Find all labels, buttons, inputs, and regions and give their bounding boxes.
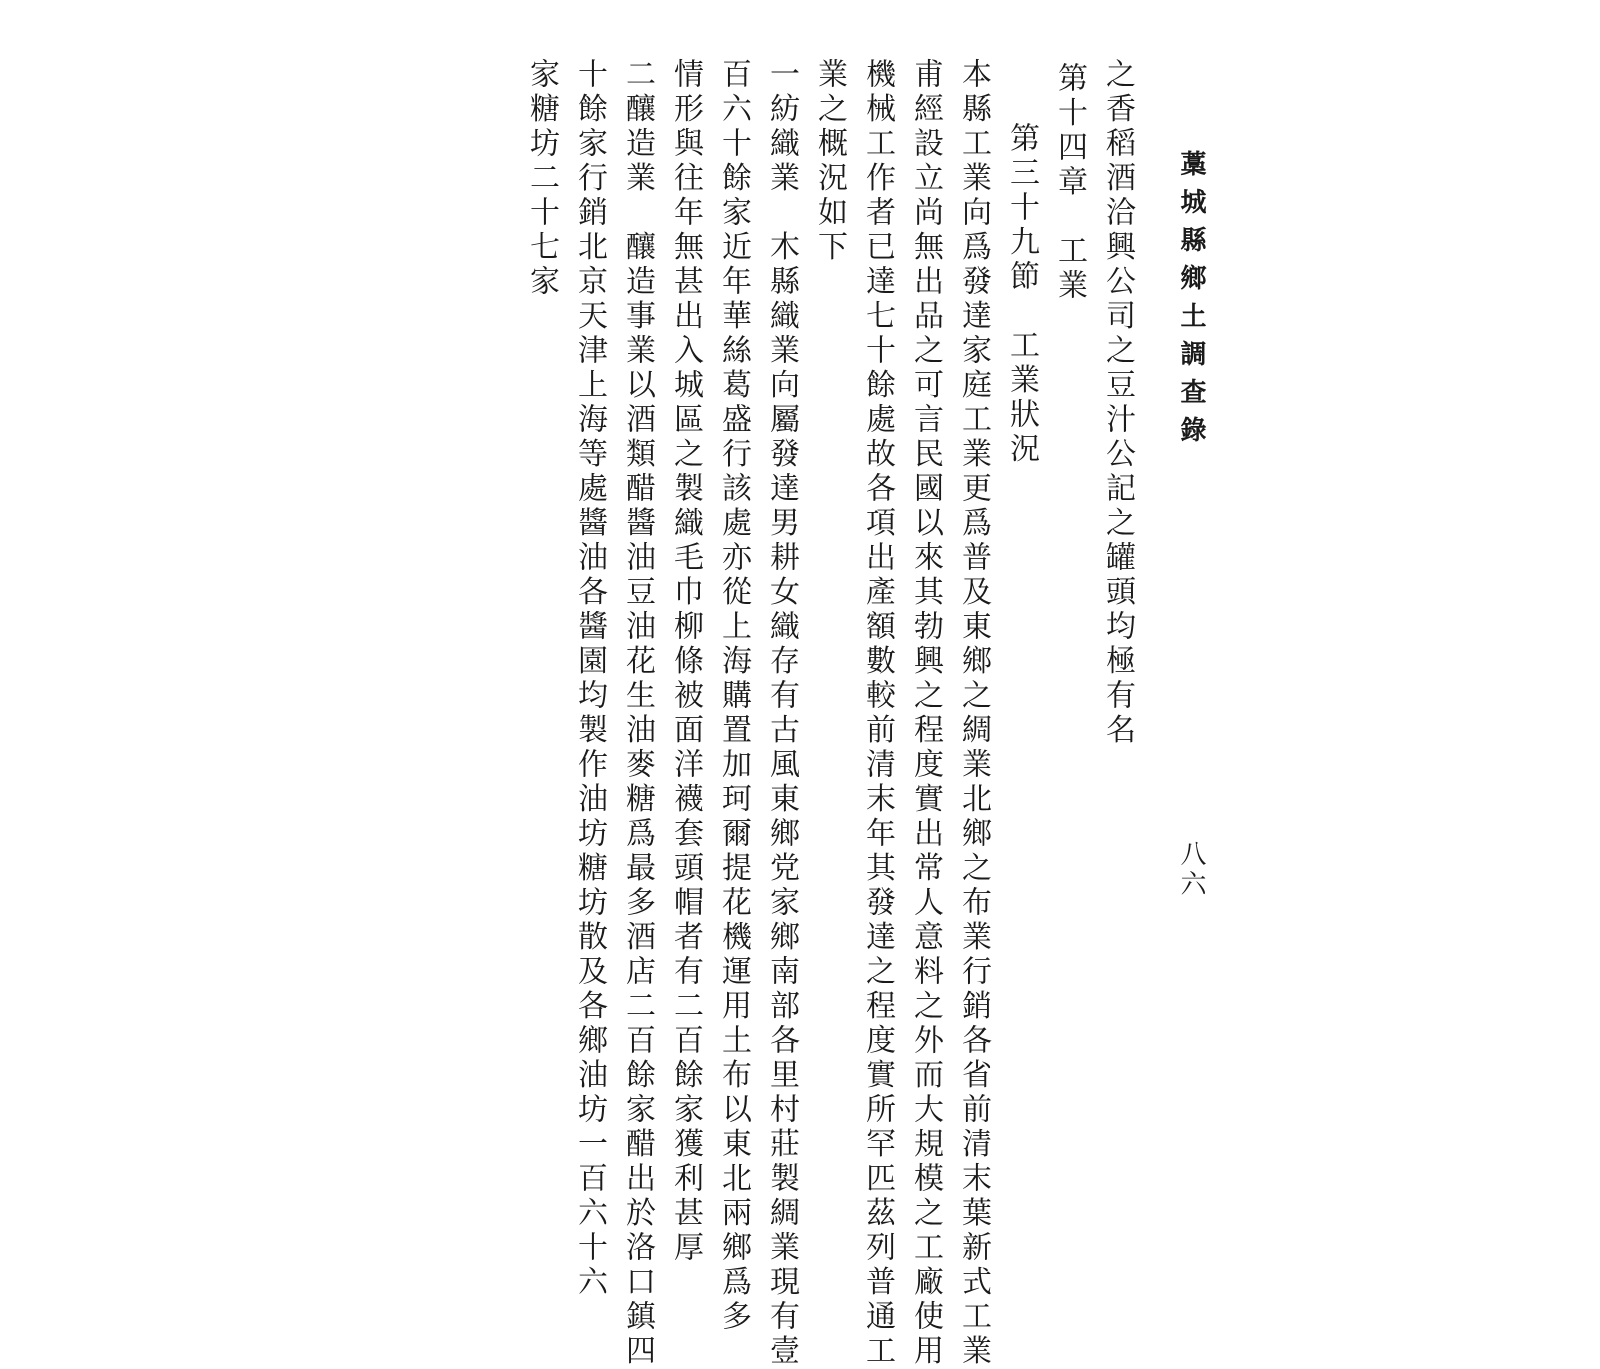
text-column-13: 家糖坊二十七家 xyxy=(524,58,559,300)
text-column-6: 機械工作者已達七十餘處故各項出產額數較前清末年其發達之程度實所罕匹茲列普通工 xyxy=(860,58,895,1369)
text-column-10: 情形與往年無甚出入城區之製織毛巾柳條被面洋襪套頭帽者有二百餘家獲利甚厚 xyxy=(668,58,703,1266)
text-column-5: 甫經設立尚無出品之可言民國以來其勃興之程度實出常人意料之外而大規模之工廠使用 xyxy=(908,58,943,1369)
text-column-11: 二釀造業 釀造事業以酒類醋醬油豆油花生油麥糖爲最多酒店二百餘家醋出於洛口鎮四 xyxy=(620,58,655,1369)
text-column-4: 本縣工業向爲發達家庭工業更爲普及東鄉之綢業北鄉之布業行銷各省前清末葉新式工業 xyxy=(956,58,991,1369)
page-number: 八六 xyxy=(1176,840,1206,900)
text-column-8: 一紡織業 木縣織業向屬發達男耕女織存有古風東鄉党家鄉南部各里村莊製綢業現有壹 xyxy=(764,58,799,1369)
text-column-7: 業之概況如下 xyxy=(812,58,847,265)
text-column-12: 十餘家行銷北京天津上海等處醬油各醬園均製作油坊糖坊散及各鄉油坊一百六十六 xyxy=(572,58,607,1300)
text-column-9: 百六十餘家近年華絲葛盛行該處亦從上海購置加珂爾提花機運用土布以東北兩鄉爲多 xyxy=(716,58,751,1335)
running-title: 藁城縣鄉土調查錄 xyxy=(1176,150,1206,454)
text-column-1: 之香稻酒洽興公司之豆汁公記之罐頭均極有名 xyxy=(1100,58,1135,748)
section-heading: 第三十九節 工業狀況 xyxy=(1004,122,1039,467)
chapter-heading: 第十四章 工業 xyxy=(1052,62,1087,304)
